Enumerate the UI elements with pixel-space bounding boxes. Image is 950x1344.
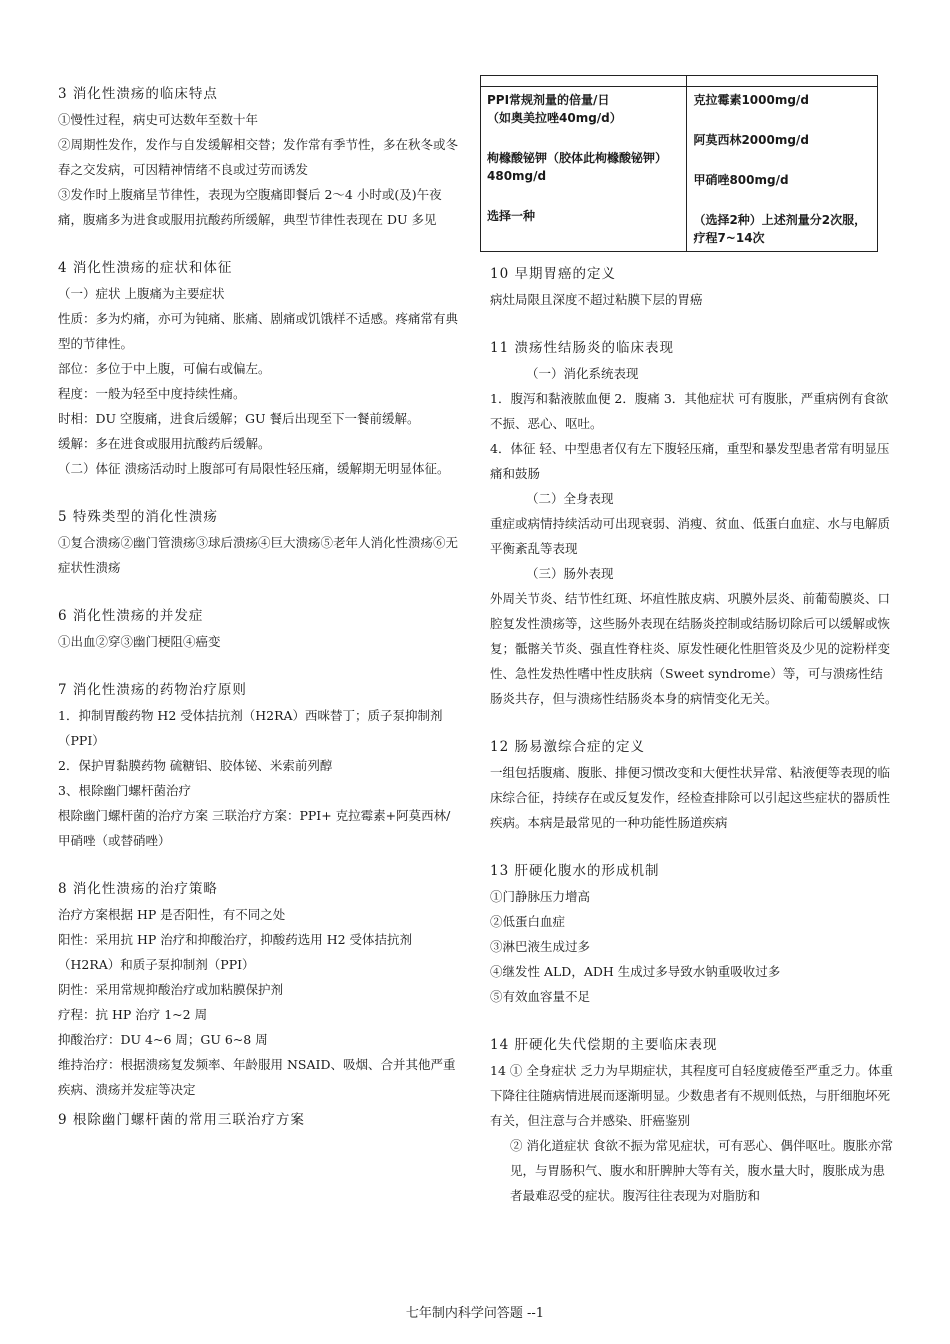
section-3 bbox=[58, 82, 462, 232]
section-13 bbox=[490, 859, 894, 1009]
table-cell-text: PPI常规剂量的倍量/日 bbox=[487, 93, 610, 107]
paragraph: ② 消化道症状 食欲不振为常见症状，可有恶心、偶伴呕吐。腹胀亦常见，与胃肠积气、腹水和肝脾肿大等有关，腹水量大时，腹胀成为患者最难忍受的症状。腹泻往往表现为对脂肪和 bbox=[510, 1138, 893, 1203]
section-5 bbox=[58, 505, 462, 580]
paragraph: 重症或病情持续活动可出现衰弱、消瘦、贫血、低蛋白血症、水与电解质平衡紊乱等表现 bbox=[490, 516, 891, 556]
table-cell-text: 阿莫西林2000mg/d bbox=[693, 133, 809, 147]
section-11 bbox=[490, 336, 894, 711]
section-title: 8 消化性溃疡的治疗策略 bbox=[58, 881, 218, 897]
section-12 bbox=[490, 735, 894, 835]
section-title: 5 特殊类型的消化性溃疡 bbox=[58, 509, 218, 525]
section-4 bbox=[58, 256, 462, 481]
paragraph: ②周期性发作，发作与自发缓解相交替；发作常有季节性，多在秋冬或冬春之交发病，可因精神情绪不良或过劳而诱发 bbox=[58, 137, 459, 177]
paragraph: 1．抑制胃酸药物 H2 受体拮抗剂（H2RA）西咪替丁；质子泵抑制剂（PPI） bbox=[58, 708, 443, 748]
paragraph: 3、根除幽门螺杆菌治疗 bbox=[58, 783, 191, 798]
paragraph: 1．腹泻和黏液脓血便 2．腹痛 3．其他症状 可有腹胀，严重病例有食欲不振、恶心、呕吐。 bbox=[490, 391, 889, 431]
paragraph: ①出血②穿③幽门梗阻④癌变 bbox=[58, 634, 221, 649]
paragraph: ①慢性过程，病史可达数年至数十年 bbox=[58, 112, 259, 127]
paragraph: 14 ① 全身症状 乏力为早期症状，其程度可自轻度疲倦至严重乏力。体重下降往往随病情进展而逐渐明显。少数患者有不规则低热，与肝细胞坏死有关，但注意与合并感染、肝癌鉴别 bbox=[490, 1063, 893, 1128]
paragraph: 性质：多为灼痛，亦可为钝痛、胀痛、剧痛或饥饿样不适感。疼痛常有典型的节律性。 bbox=[58, 311, 459, 351]
paragraph: 抑酸治疗：DU 4~6 周；GU 6~8 周 bbox=[58, 1032, 268, 1047]
paragraph: 缓解：多在进食或服用抗酸药后缓解。 bbox=[58, 436, 271, 451]
paragraph: 一组包括腹痛、腹胀、排便习惯改变和大便性状异常、粘液便等表现的临床综合征，持续存在或反复发作，经检查排除可以引起这些症状的器质性疾病。本病是最常见的一种功能性肠道疾病 bbox=[490, 765, 891, 830]
page-footer: 七年制内科学问答题 --1 bbox=[405, 1306, 545, 1321]
paragraph: 2．保护胃黏膜药物 硫糖铝、胶体铋、米索前列醇 bbox=[58, 758, 333, 773]
paragraph: 根除幽门螺杆菌的治疗方案 三联治疗方案：PPI+ 克拉霉素+阿莫西林/甲硝唑（或替硝唑） bbox=[58, 808, 451, 848]
section-14 bbox=[490, 1033, 894, 1208]
section-8 bbox=[58, 877, 462, 1102]
paragraph: ②低蛋白血症 bbox=[490, 914, 566, 929]
subheading: （三）肠外表现 bbox=[526, 566, 614, 581]
section-title: 3 消化性溃疡的临床特点 bbox=[58, 86, 218, 102]
table-cell-text: 克拉霉素1000mg/d bbox=[693, 93, 809, 107]
paragraph: ③发作时上腹痛呈节律性，表现为空腹痛即餐后 2～4 小时或(及)午夜痛，腹痛多为进食或服用抗酸药所缓解，典型节律性表现在 DU 多见 bbox=[58, 187, 442, 227]
left-column bbox=[58, 82, 462, 1157]
table-cell bbox=[687, 76, 878, 87]
table-cell bbox=[481, 76, 687, 87]
table-cell bbox=[481, 87, 687, 252]
paragraph: 4．体征 轻、中型患者仅有左下腹轻压痛，重型和暴发型患者常有明显压痛和鼓肠 bbox=[490, 441, 890, 481]
subheading: （一）消化系统表现 bbox=[526, 366, 639, 381]
paragraph: 维持治疗：根据溃疡复发频率、年龄服用 NSAID、吸烟、合并其他严重疾病、溃疡并发症等决定 bbox=[58, 1057, 456, 1097]
paragraph: 外周关节炎、结节性红斑、坏疽性脓皮病、巩膜外层炎、前葡萄膜炎、口腔复发性溃疡等，这些肠外表现在结肠炎控制或结肠切除后可以缓解或恢复；骶髂关节炎、强直性脊柱炎、原发性硬化性胆管炎及少见的淀粉样变性、急性发热性嗜中性皮肤病（Sweet syndrome）等，可与溃疡性结肠炎共存，但与溃疡性结肠炎本身的病情变化无关。 bbox=[490, 591, 891, 706]
paragraph: 时相：DU 空腹痛，进食后缓解；GU 餐后出现至下一餐前缓解。 bbox=[58, 411, 420, 426]
table-cell-text: （选择2种）上述剂量分2次服，疗程7~14次 bbox=[693, 213, 867, 245]
paragraph: 疗程：抗 HP 治疗 1~2 周 bbox=[58, 1007, 208, 1022]
paragraph: ①复合溃疡②幽门管溃疡③球后溃疡④巨大溃疡⑤老年人消化性溃疡⑥无症状性溃疡 bbox=[58, 535, 459, 575]
section-title: 9 根除幽门螺杆菌的常用三联治疗方案 bbox=[58, 1112, 305, 1128]
paragraph: ③淋巴液生成过多 bbox=[490, 939, 591, 954]
section-10 bbox=[490, 262, 894, 312]
paragraph: 程度：一般为轻至中度持续性痛。 bbox=[58, 386, 246, 401]
paragraph: ①门静脉压力增高 bbox=[490, 889, 591, 904]
section-title: 14 肝硬化失代偿期的主要临床表现 bbox=[490, 1037, 718, 1053]
section-title: 6 消化性溃疡的并发症 bbox=[58, 608, 204, 624]
table-row bbox=[481, 87, 878, 252]
table-cell bbox=[687, 87, 878, 252]
section-title: 10 早期胃癌的定义 bbox=[490, 266, 616, 282]
section-title: 12 肠易激综合症的定义 bbox=[490, 739, 645, 755]
subheading: （二）全身表现 bbox=[526, 491, 614, 506]
table-cell-text: 选择一种 bbox=[487, 209, 536, 223]
paragraph: ④继发性 ALD，ADH 生成过多导致水钠重吸收过多 bbox=[490, 964, 781, 979]
section-9 bbox=[58, 1108, 462, 1133]
paragraph: 阴性：采用常规抑酸治疗或加粘膜保护剂 bbox=[58, 982, 284, 997]
paragraph: 治疗方案根据 HP 是否阳性，有不同之处 bbox=[58, 907, 286, 922]
paragraph: （二）体征 溃疡活动时上腹部可有局限性轻压痛，缓解期无明显体征。 bbox=[58, 461, 450, 476]
table-row bbox=[481, 76, 878, 87]
section-title: 4 消化性溃疡的症状和体征 bbox=[58, 260, 233, 276]
table-cell-text: （如奥美拉唑40mg/d） bbox=[487, 111, 622, 125]
right-column bbox=[490, 262, 894, 1232]
section-title: 11 溃疡性结肠炎的临床表现 bbox=[490, 340, 674, 356]
section-title: 7 消化性溃疡的药物治疗原则 bbox=[58, 682, 247, 698]
paragraph: （一）症状 上腹痛为主要症状 bbox=[58, 286, 225, 301]
table-cell-text: 枸橼酸铋钾（胶体此枸橼酸铋钾）480mg/d bbox=[487, 151, 668, 183]
paragraph: 部位：多位于中上腹，可偏右或偏左。 bbox=[58, 361, 271, 376]
triple-therapy-table bbox=[480, 75, 878, 252]
section-title: 13 肝硬化腹水的形成机制 bbox=[490, 863, 660, 879]
section-7 bbox=[58, 678, 462, 853]
paragraph: 阳性：采用抗 HP 治疗和抑酸治疗，抑酸药选用 H2 受体拮抗剂（H2RA）和质子泵抑制剂（PPI） bbox=[58, 932, 413, 972]
table-cell-text: 甲硝唑800mg/d bbox=[693, 173, 789, 187]
paragraph: 病灶局限且深度不超过粘膜下层的胃癌 bbox=[490, 292, 703, 307]
paragraph: ⑤有效血容量不足 bbox=[490, 989, 591, 1004]
section-6 bbox=[58, 604, 462, 654]
